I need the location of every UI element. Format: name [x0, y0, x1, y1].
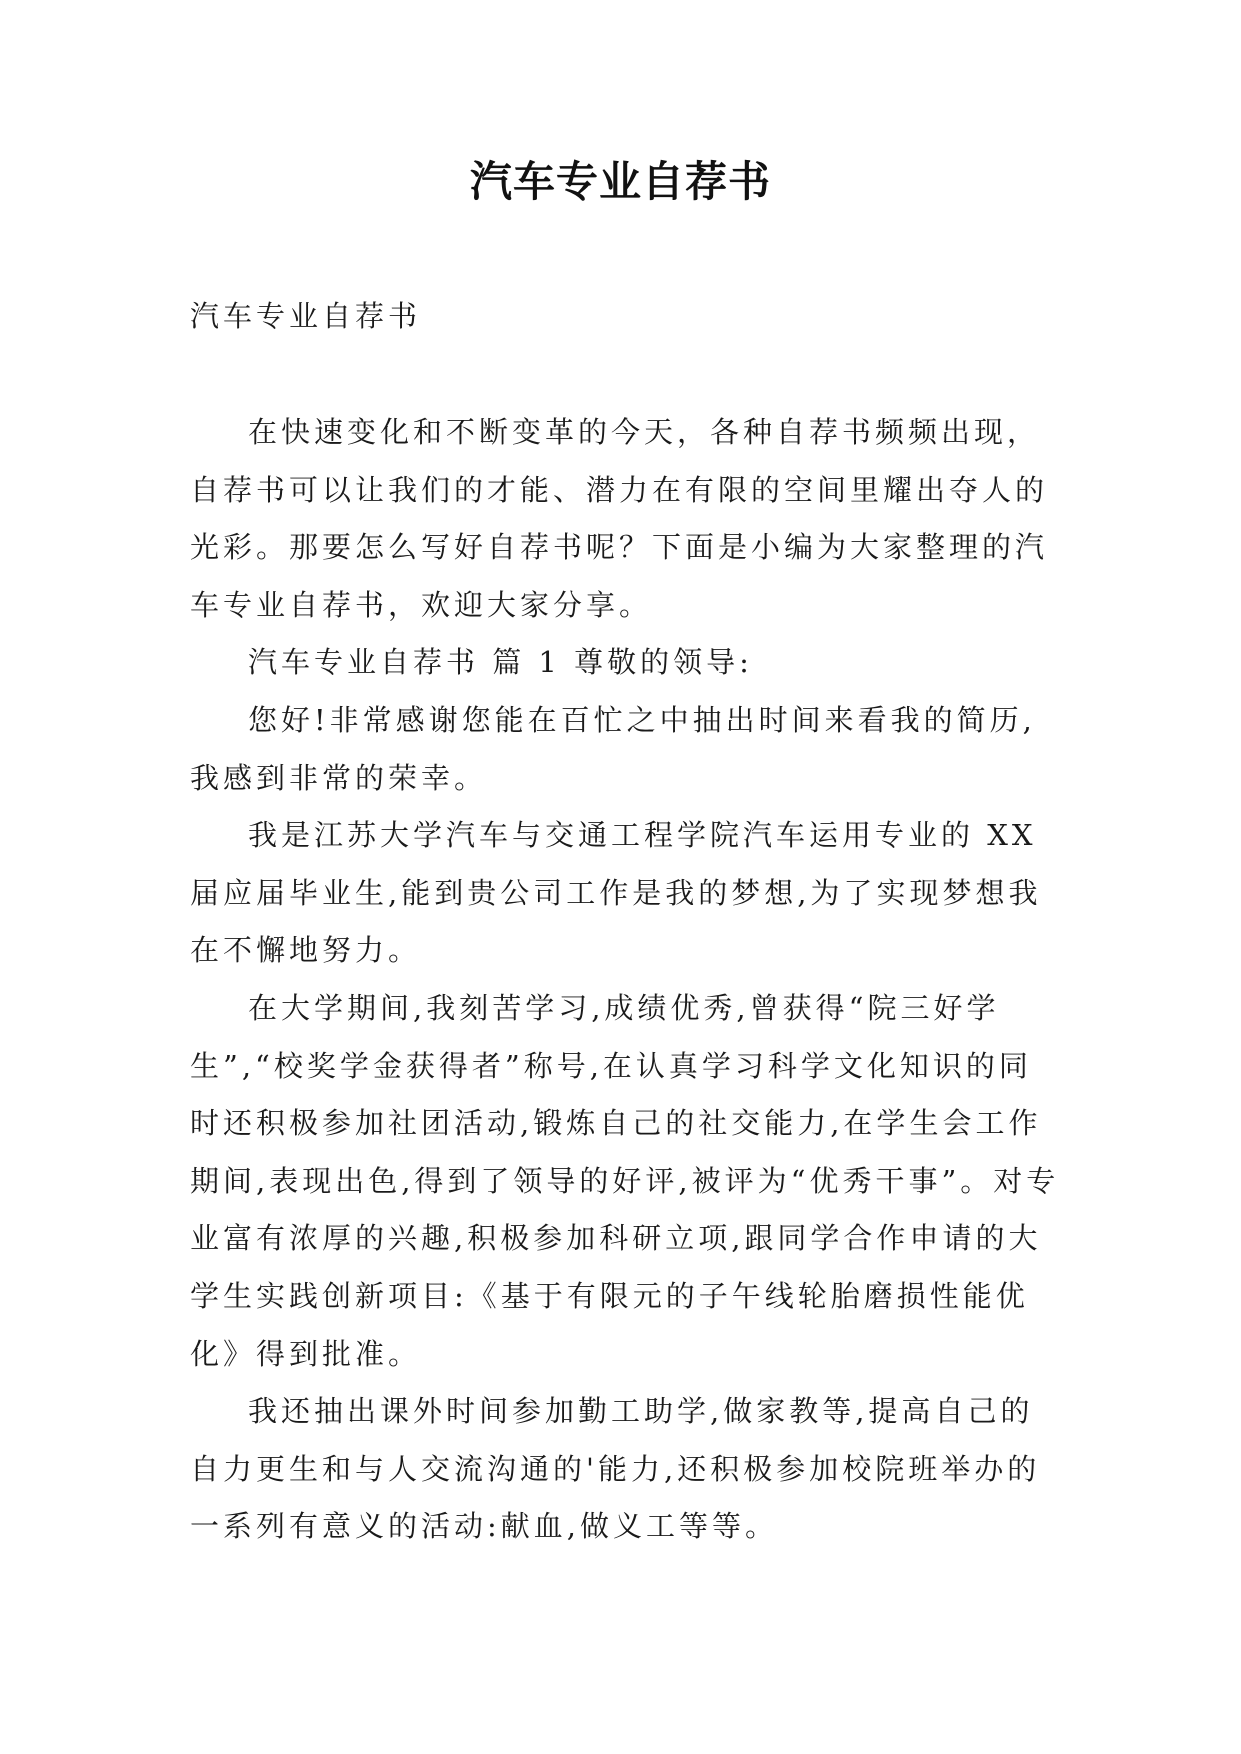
- paragraph-university: 在大学期间,我刻苦学习,成绩优秀,曾获得“院三好学生”,“校奖学金获得者”称号,在认真学习科学文化知识的同时还积极参加社团活动,锻炼自己的社交能力,在学生会工作期间,表现出色,得到了领导的好评,被评为“优秀干事”。对专业富有浓厚的兴趣,积极参加科研立项,跟同学合作申请的大学生实践创新项目:《基于有限元的子午线轮胎磨损性能优化》得到批准。: [190, 990, 1060, 1371]
- document-body: [190, 404, 1060, 1556]
- paragraph-background: 我是江苏大学汽车与交通工程学院汽车运用专业的 XX 届应届毕业生,能到贵公司工作是我的梦想,为了实现梦想我在不懈地努力。: [190, 818, 1042, 968]
- paragraph-greeting: 您好!非常感谢您能在百忙之中抽出时间来看我的简历,我感到非常的荣幸。: [190, 702, 1036, 795]
- paragraph-activities: 我还抽出课外时间参加勤工助学,做家教等,提高自己的自力更生和与人交流沟通的'能力,还积极参加校院班举办的一系列有意义的活动:献血,做义工等等。: [190, 1394, 1041, 1544]
- paragraph-intro: 在快速变化和不断变革的今天，各种自荐书频频出现，自荐书可以让我们的才能、潜力在有限的空间里耀出夺人的光彩。那要怎么写好自荐书呢？下面是小编为大家整理的汽车专业自荐书，欢迎大家分享。: [190, 415, 1049, 622]
- paragraph-salutation: 汽车专业自荐书 篇 1 尊敬的领导:: [248, 645, 753, 680]
- document-subtitle: 汽车专业自荐书: [190, 299, 422, 333]
- document-title: 汽车专业自荐书: [469, 157, 771, 206]
